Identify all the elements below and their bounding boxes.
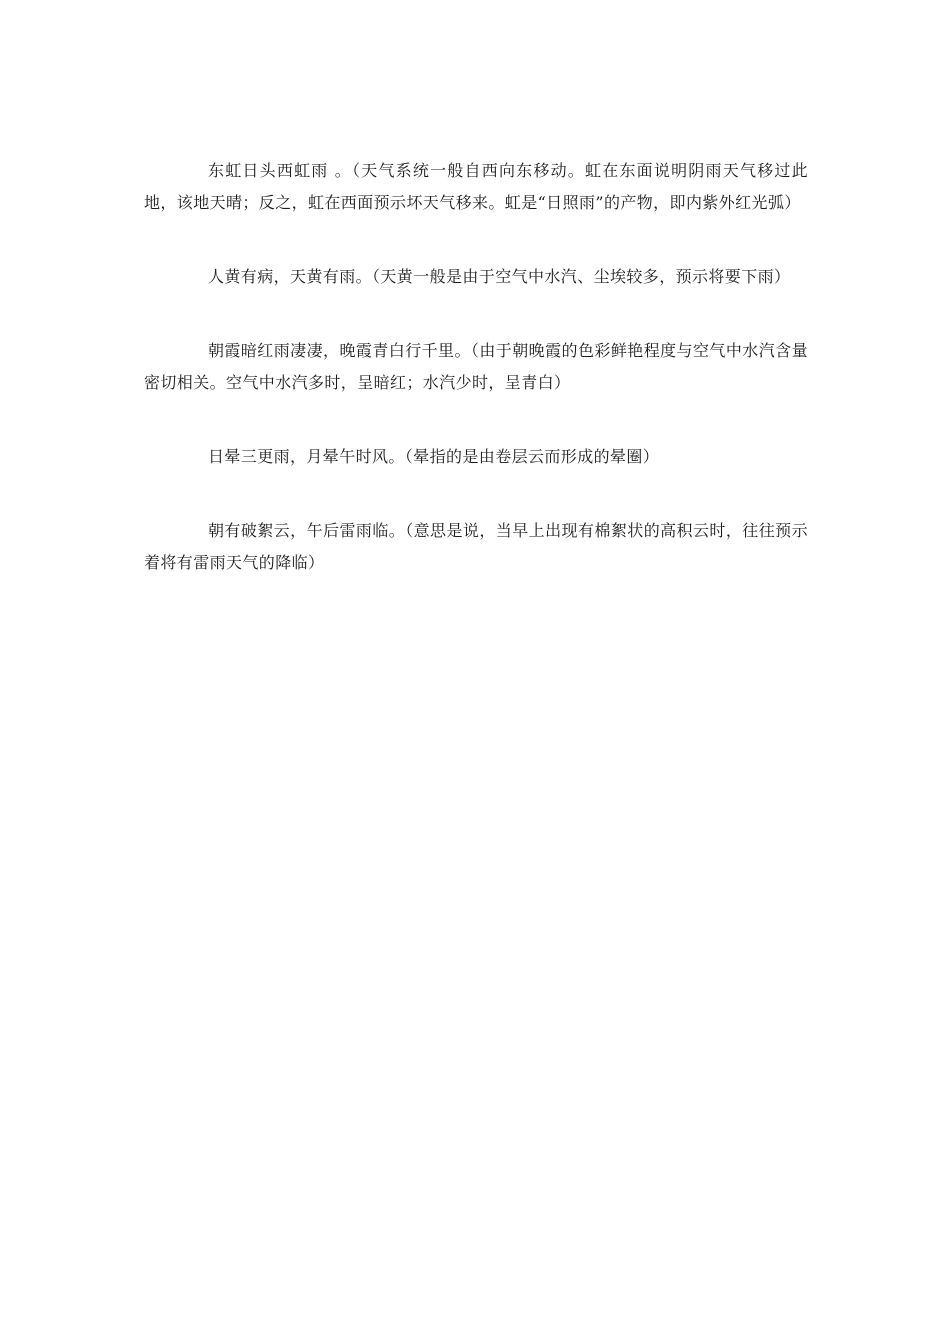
paragraph-fleecy-cloud-proverb: 朝有破絮云，午后雷雨临。（意思是说，当早上出现有棉絮状的高积云时，往往预示着将有雷雨天气的降临） (144, 521, 808, 572)
paragraph-rainbow-proverb: 东虹日头西虹雨 。（天气系统一般自西向东移动。虹在东面说明阴雨天气移过此地，该地天晴；反之，虹在西面预示坏天气移来。虹是“日照雨”的产物，即内紫外红光弧） (144, 161, 808, 212)
paragraph-halo-proverb: 日晕三更雨，月晕午时风。（晕指的是由卷层云而形成的晕圈） (208, 447, 660, 466)
paragraph-morning-glow-proverb: 朝霞暗红雨凄凄，晚霞青白行千里。（由于朝晚霞的色彩鲜艳程度与空气中水汽含量密切相关。空气中水汽多时，呈暗红；水汽少时，呈青白） (144, 341, 808, 392)
document-body (144, 155, 808, 579)
paragraph-yellow-sky-proverb: 人黄有病，天黄有雨。（天黄一般是由于空气中水汽、尘埃较多，预示将要下雨） (208, 267, 791, 286)
